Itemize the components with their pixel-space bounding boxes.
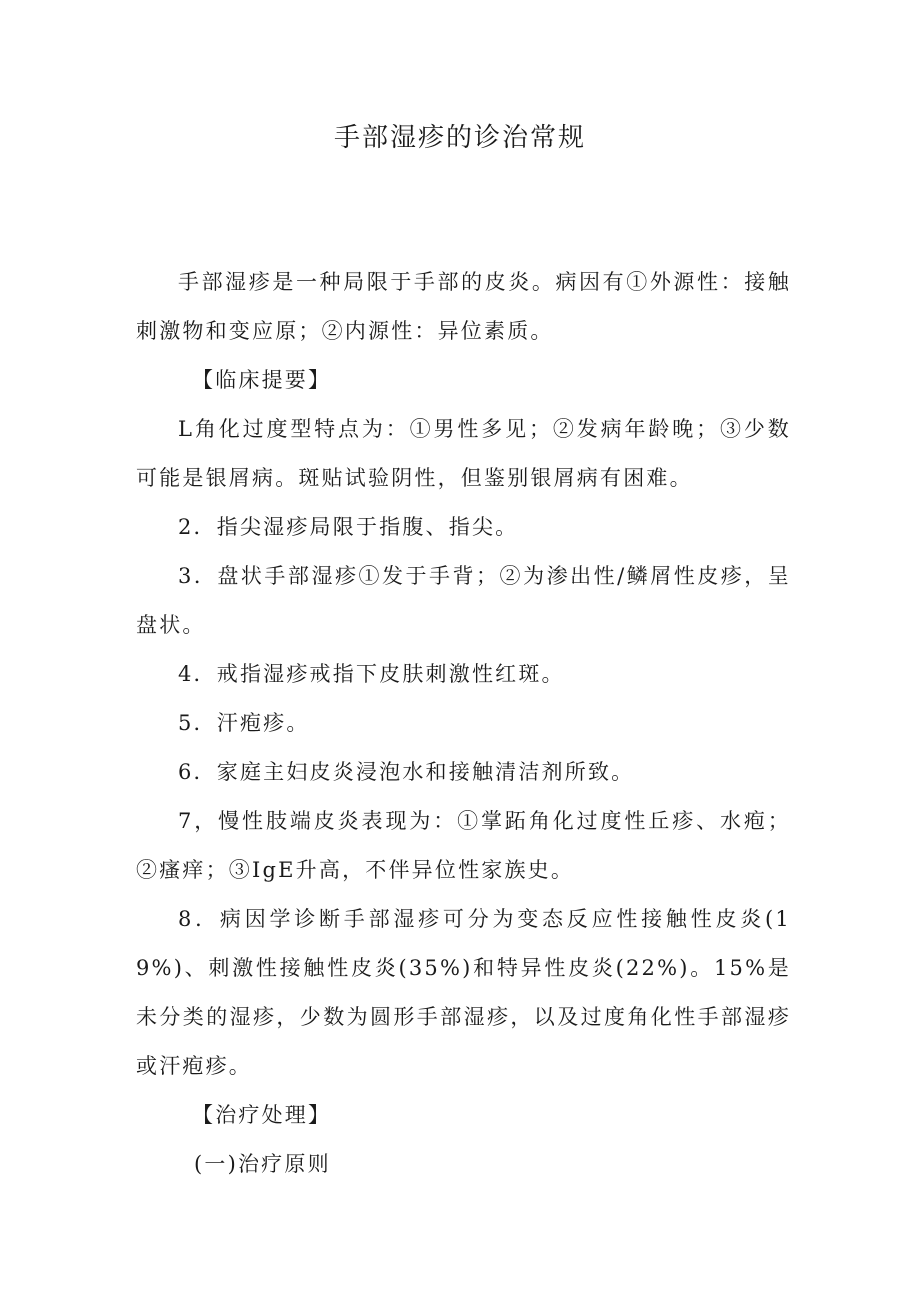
clinical-item: 5．汗疱疹。 — [178, 711, 310, 735]
clinical-heading: 【临床提要】 — [192, 368, 332, 392]
clinical-item: 6．家庭主妇皮炎浸泡水和接触清洁剂所致。 — [178, 760, 635, 784]
clinical-item: L角化过度型特点为：①男性多见；②发病年龄晚；③少数可能是银屑病。斑贴试验阴性，但鉴别银屑病有困难。 — [136, 417, 791, 490]
treatment-subheading: (一)治疗原则 — [194, 1152, 331, 1176]
clinical-item: 2．指尖湿疹局限于指腹、指尖。 — [178, 515, 519, 539]
treatment-heading: 【治疗处理】 — [192, 1103, 332, 1127]
intro-paragraph: 手部湿疹是一种局限于手部的皮炎。病因有①外源性：接触刺激物和变应原；②内源性：异位素质。 — [136, 270, 791, 343]
clinical-item: 4．戒指湿疹戒指下皮肤刺激性红斑。 — [178, 662, 565, 686]
page-title: 手部湿疹的诊治常规 — [333, 123, 586, 153]
clinical-item: 7，慢性肢端皮炎表现为：①掌跖角化过度性丘疹、水疱；②瘙痒；③IgE升高，不伴异位性家族史。 — [136, 809, 791, 882]
document-body — [136, 258, 791, 1189]
clinical-item: 8．病因学诊断手部湿疹可分为变态反应性接触性皮炎(19%)、刺激性接触性皮炎(35%)和特异性皮炎(22%)。15%是未分类的湿疹，少数为圆形手部湿疹，以及过度角化性手部湿疹或汗疱疹。 — [136, 907, 791, 1078]
clinical-item: 3．盘状手部湿疹①发于手背；②为渗出性/鳞屑性皮疹，呈盘状。 — [136, 564, 791, 637]
